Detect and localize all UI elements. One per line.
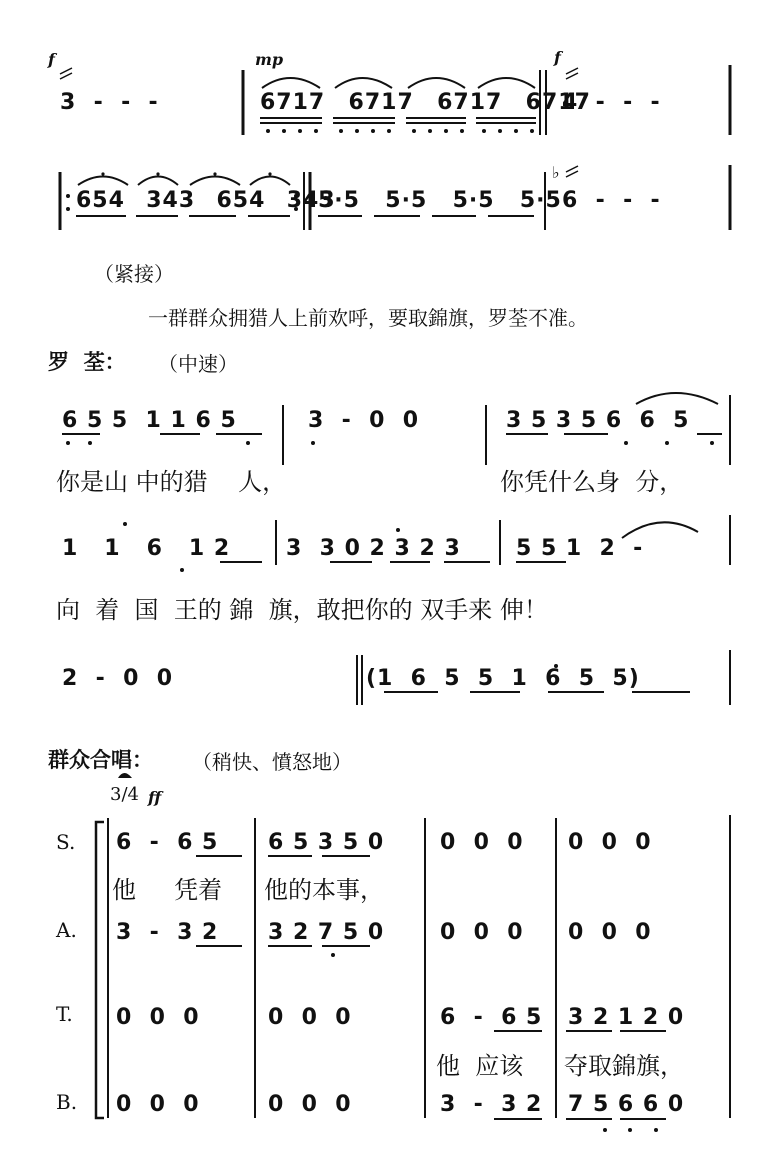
measure-notes: 3 5 3 5 6 6 5 [506, 408, 690, 433]
measure-notes: 0 0 0 [568, 920, 652, 945]
measure-notes: 4 - - - [562, 90, 661, 115]
measure-notes: 2 - 0 0 [62, 666, 174, 691]
voice-label-soprano: S. [56, 830, 76, 854]
measure-notes: 6 - - - [562, 188, 661, 213]
measure-notes: 6 - 6 5 [440, 1005, 543, 1030]
measure-notes: 0 0 0 [268, 1005, 352, 1030]
stage-cue: （紧接） [94, 262, 174, 286]
measure-notes: 3 - 0 0 [308, 408, 420, 433]
measure-notes: 654 343 654 343 [76, 188, 336, 213]
dynamic-forte: f [554, 48, 561, 67]
measure-notes: 3 - - - [60, 90, 159, 115]
measure-notes: 0 0 0 [116, 1005, 200, 1030]
dynamic-mezzo-piano: mp [255, 50, 284, 69]
dynamic-forte: f [48, 50, 55, 69]
dynamic-fortissimo: ff [148, 788, 162, 807]
measure-notes: 3 - 3 2 [440, 1092, 543, 1117]
measure-notes: 3 - 3 2 [116, 920, 219, 945]
measure-notes: 0 0 0 [440, 920, 524, 945]
measure-notes: 1 1 6 1 2 [62, 536, 231, 561]
measure-notes: 6 - 6 5 [116, 830, 219, 855]
measure-notes: 0 0 0 [568, 830, 652, 855]
lyric-line: 他 应该 [436, 1052, 524, 1080]
tempo-marking: （稍快、憤怒地） [192, 750, 352, 774]
lyric-line: 他的本事， [264, 876, 384, 904]
voice-label-alto: A. [56, 918, 77, 942]
measure-notes: 5·5 5·5 5·5 5·5 [318, 188, 562, 213]
tempo-marking: （中速） [158, 352, 238, 376]
lyric-line: 你凭什么身 分， [500, 468, 684, 496]
lyric-line: 你是山 中的猎 人， [56, 468, 287, 496]
flat-sign: ♭ [552, 163, 560, 182]
measure-notes: (1 6 5 5 1 6 5 5) [366, 666, 640, 691]
measure-notes: 3 2 1 2 0 [568, 1005, 685, 1030]
measure-notes: 7 5 6 6 0 [568, 1092, 685, 1117]
measure-notes: 0 0 0 [268, 1092, 352, 1117]
measure-notes: 0 0 0 [440, 830, 524, 855]
measure-notes: 3 3 0 2 3 2 3 [286, 536, 461, 561]
measure-notes: 6717 6717 6717 6717 [260, 90, 591, 115]
measure-notes: 5 5 1 2 - [516, 536, 644, 561]
chorus-label: 群众合唱： [48, 747, 153, 772]
stage-direction: 一群群众拥猎人上前欢呼，要取錦旗，罗荃不准。 [148, 306, 588, 330]
lyric-line: 夺取錦旗， [564, 1052, 684, 1080]
measure-notes: 6 5 3 5 0 [268, 830, 385, 855]
measure-notes: 0 0 0 [116, 1092, 200, 1117]
measure-notes: 6 5 5 1 1 6 5 [62, 408, 237, 433]
time-signature: 3/4 [110, 784, 139, 805]
voice-label-bass: B. [56, 1090, 78, 1114]
lyric-line: 向 着 国 王的 錦 旗，敢把你的 双手来 伸！ [56, 596, 548, 624]
singer-label: 罗 荃： [48, 349, 126, 374]
voice-label-tenor: T. [56, 1002, 73, 1026]
measure-notes: 3 2 7 5 0 [268, 920, 385, 945]
lyric-line: 他 凭着 [112, 876, 223, 904]
